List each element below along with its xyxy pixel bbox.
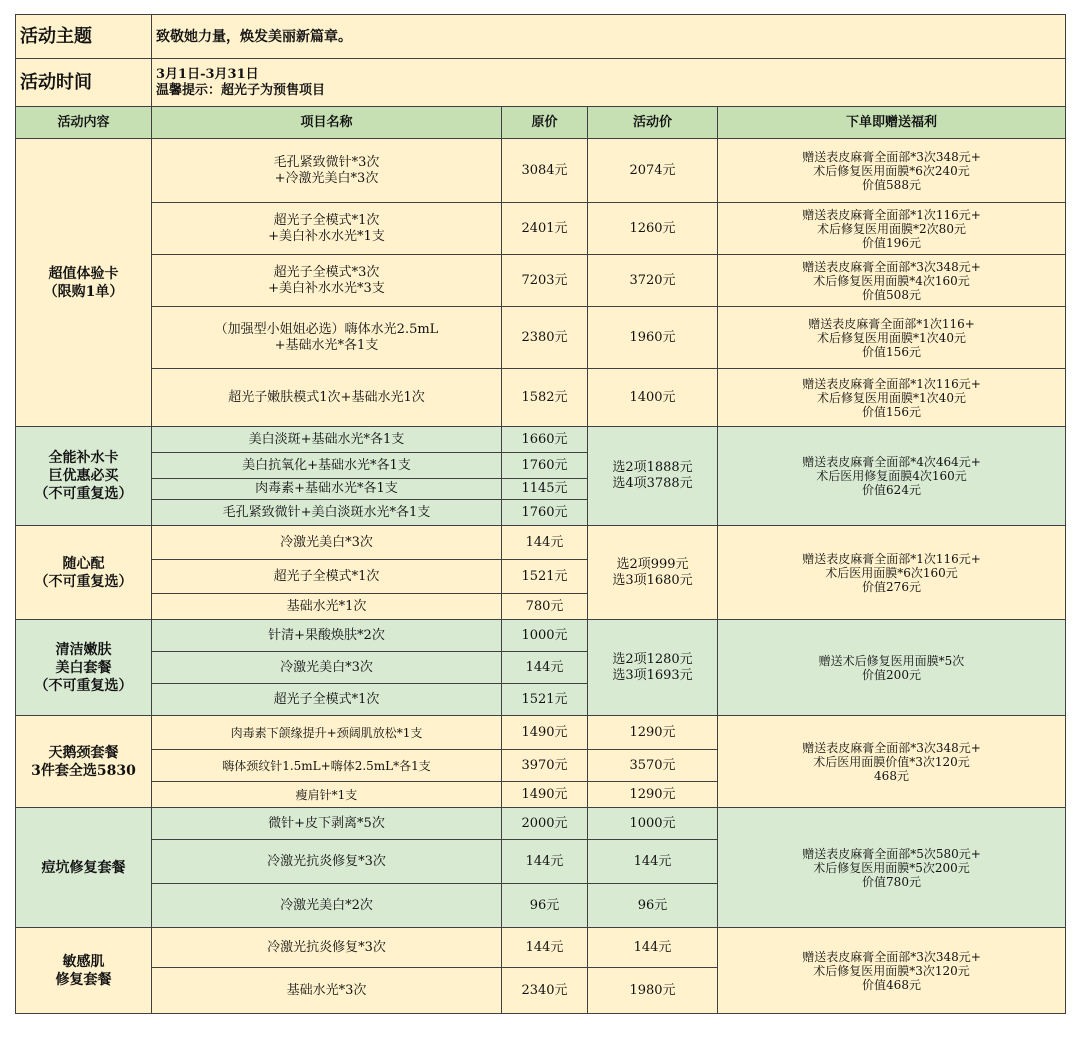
group-benefit: 赠送表皮麻膏全面部*3次348元+ 术后修复医用面膜*3次120元 价值468元 [718, 928, 1066, 1014]
category-cell: 超值体验卡 （限购1单） [16, 139, 152, 427]
item-name: 超光子全模式*1次 [152, 684, 502, 716]
item-promo-price: 2074元 [588, 139, 718, 203]
group-promo-price: 选2项1888元 选4项3788元 [588, 427, 718, 526]
item-orig-price: 2000元 [502, 808, 588, 840]
item-orig-price: 1760元 [502, 453, 588, 479]
category-cell: 痘坑修复套餐 [16, 808, 152, 928]
item-name: 冷激光抗炎修复*3次 [152, 928, 502, 968]
item-orig-price: 96元 [502, 884, 588, 928]
group-promo-price: 选2项999元 选3项1680元 [588, 526, 718, 620]
item-name: （加强型小姐姐必选）嗨体水光2.5mL +基础水光*各1支 [152, 307, 502, 369]
item-name: 基础水光*1次 [152, 594, 502, 620]
item-name: 嗨体颈纹针1.5mL+嗨体2.5mL*各1支 [152, 750, 502, 782]
item-orig-price: 780元 [502, 594, 588, 620]
item-benefit: 赠送表皮麻膏全面部*1次116元+ 术后修复医用面膜*2次80元 价值196元 [718, 203, 1066, 255]
item-orig-price: 1145元 [502, 479, 588, 500]
item-promo-price: 1960元 [588, 307, 718, 369]
col-header-content: 活动内容 [16, 107, 152, 139]
table-row [16, 369, 1066, 427]
time-row [16, 59, 1066, 107]
item-name: 毛孔紧致微针+美白淡斑水光*各1支 [152, 500, 502, 526]
group-benefit: 赠送术后修复医用面膜*5次 价值200元 [718, 620, 1066, 716]
item-orig-price: 1490元 [502, 782, 588, 808]
item-name: 美白抗氧化+基础水光*各1支 [152, 453, 502, 479]
item-orig-price: 2340元 [502, 968, 588, 1014]
theme-label: 活动主题 [16, 15, 152, 59]
item-benefit: 赠送表皮麻膏全面部*1次116+ 术后修复医用面膜*1次40元 价值156元 [718, 307, 1066, 369]
item-name: 基础水光*3次 [152, 968, 502, 1014]
table-row [16, 307, 1066, 369]
item-orig-price: 1660元 [502, 427, 588, 453]
item-name: 超光子全模式*1次 +美白补水水光*1支 [152, 203, 502, 255]
group-benefit: 赠送表皮麻膏全面部*5次580元+ 术后修复医用面膜*5次200元 价值780元 [718, 808, 1066, 928]
item-orig-price: 1000元 [502, 620, 588, 652]
item-orig-price: 1760元 [502, 500, 588, 526]
table-row [16, 928, 1066, 968]
item-orig-price: 3084元 [502, 139, 588, 203]
time-label: 活动时间 [16, 59, 152, 107]
item-promo-price: 144元 [588, 928, 718, 968]
item-promo-price: 1290元 [588, 782, 718, 808]
table-row [16, 716, 1066, 750]
category-cell: 全能补水卡 巨优惠必买 （不可重复选） [16, 427, 152, 526]
item-promo-price: 96元 [588, 884, 718, 928]
table-row [16, 526, 1066, 560]
item-benefit: 赠送表皮麻膏全面部*1次116元+ 术后修复医用面膜*1次40元 价值156元 [718, 369, 1066, 427]
item-name: 针清+果酸焕肤*2次 [152, 620, 502, 652]
item-name: 超光子嫩肤模式1次+基础水光1次 [152, 369, 502, 427]
item-name: 肉毒素+基础水光*各1支 [152, 479, 502, 500]
group-benefit: 赠送表皮麻膏全面部*3次348元+ 术后医用面膜价值*3次120元 468元 [718, 716, 1066, 808]
item-name: 冷激光美白*3次 [152, 652, 502, 684]
group-benefit: 赠送表皮麻膏全面部*1次116元+ 术后医用面膜*6次160元 价值276元 [718, 526, 1066, 620]
item-orig-price: 144元 [502, 840, 588, 884]
col-header-price: 活动价 [588, 107, 718, 139]
item-benefit: 赠送表皮麻膏全面部*3次348元+ 术后修复医用面膜*6次240元 价值588元 [718, 139, 1066, 203]
category-cell: 清洁嫩肤 美白套餐 （不可重复选） [16, 620, 152, 716]
item-name: 冷激光美白*2次 [152, 884, 502, 928]
item-promo-price: 144元 [588, 840, 718, 884]
item-name: 冷激光抗炎修复*3次 [152, 840, 502, 884]
item-name: 冷激光美白*3次 [152, 526, 502, 560]
item-promo-price: 1400元 [588, 369, 718, 427]
item-name: 微针+皮下剥离*5次 [152, 808, 502, 840]
item-promo-price: 1000元 [588, 808, 718, 840]
item-benefit: 赠送表皮麻膏全面部*3次348元+ 术后修复医用面膜*4次160元 价值508元 [718, 255, 1066, 307]
item-orig-price: 3970元 [502, 750, 588, 782]
item-promo-price: 1980元 [588, 968, 718, 1014]
category-cell: 随心配 （不可重复选） [16, 526, 152, 620]
table-row [16, 203, 1066, 255]
item-name: 超光子全模式*1次 [152, 560, 502, 594]
col-header-benefit: 下单即赠送福利 [718, 107, 1066, 139]
group-promo-price: 选2项1280元 选3项1693元 [588, 620, 718, 716]
table-row [16, 808, 1066, 840]
group-benefit: 赠送表皮麻膏全面部*4次464元+ 术后医用修复面膜4次160元 价值624元 [718, 427, 1066, 526]
item-orig-price: 2401元 [502, 203, 588, 255]
item-orig-price: 144元 [502, 928, 588, 968]
col-header-name: 项目名称 [152, 107, 502, 139]
item-orig-price: 144元 [502, 526, 588, 560]
table-row [16, 427, 1066, 453]
item-orig-price: 7203元 [502, 255, 588, 307]
item-name: 瘦肩针*1支 [152, 782, 502, 808]
table-row [16, 255, 1066, 307]
column-header-row [16, 107, 1066, 139]
item-name: 美白淡斑+基础水光*各1支 [152, 427, 502, 453]
table-row [16, 620, 1066, 652]
table-row [16, 139, 1066, 203]
item-promo-price: 1290元 [588, 716, 718, 750]
promo-price-table [15, 14, 1066, 1014]
item-orig-price: 1490元 [502, 716, 588, 750]
item-name: 超光子全模式*3次 +美白补水水光*3支 [152, 255, 502, 307]
item-name: 肉毒素下颌缘提升+颈阔肌放松*1支 [152, 716, 502, 750]
col-header-orig: 原价 [502, 107, 588, 139]
item-orig-price: 1521元 [502, 560, 588, 594]
theme-value: 致敬她力量，焕发美丽新篇章。 [152, 15, 1066, 59]
category-cell: 敏感肌 修复套餐 [16, 928, 152, 1014]
theme-row [16, 15, 1066, 59]
category-cell: 天鹅颈套餐 3件套全选5830 [16, 716, 152, 808]
item-promo-price: 3570元 [588, 750, 718, 782]
item-promo-price: 3720元 [588, 255, 718, 307]
item-orig-price: 1521元 [502, 684, 588, 716]
item-name: 毛孔紧致微针*3次 +冷激光美白*3次 [152, 139, 502, 203]
item-promo-price: 1260元 [588, 203, 718, 255]
item-orig-price: 144元 [502, 652, 588, 684]
time-value: 3月1日-3月31日 温馨提示：超光子为预售项目 [152, 59, 1066, 107]
item-orig-price: 2380元 [502, 307, 588, 369]
item-orig-price: 1582元 [502, 369, 588, 427]
